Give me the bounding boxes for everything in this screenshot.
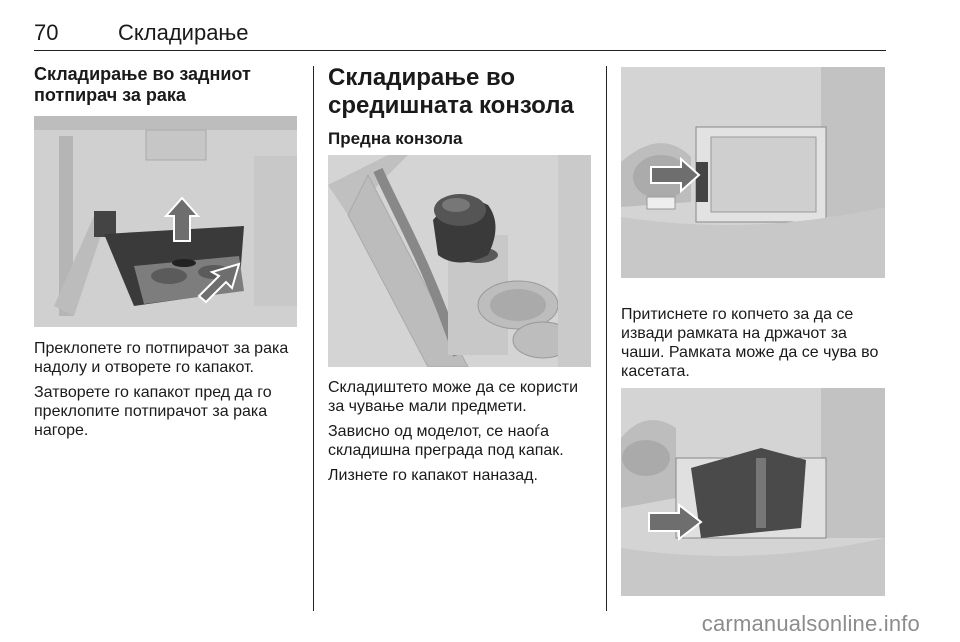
middle-heading-block (328, 64, 596, 149)
watermark: carmanualsonline.info (701, 611, 920, 636)
header-divider (34, 50, 886, 51)
middle-paragraph-1: Складиштето може да се користи за чување мали предмети. (328, 379, 579, 415)
left-heading: Складирање во задниот потпирач за рака (34, 64, 251, 105)
column-divider-1 (313, 66, 314, 611)
front-console-illustration (328, 155, 591, 367)
cassette-storage-illustration (621, 388, 885, 596)
column-divider-2 (606, 66, 607, 611)
cupholder-frame-illustration (621, 67, 885, 278)
right-text-block (621, 305, 885, 381)
middle-text-block (328, 378, 596, 485)
left-column-heading-block (34, 64, 302, 106)
left-paragraph-1: Преклопете го потпирачот за рака надолу и отворете го капакот. (34, 340, 289, 376)
middle-paragraph-2: Зависно од моделот, се наоѓа складишна преграда под капак. (328, 423, 564, 459)
right-paragraph-1: Притиснете го копчето за да се извади рамката на држачот за чаши. Рамката може да се чува во касетата. (621, 306, 879, 380)
middle-heading: Складирање во средишната конзола (328, 64, 574, 119)
section-title: Складирање (118, 20, 249, 45)
middle-subheading: Предна конзола (328, 129, 463, 148)
left-text-block (34, 339, 302, 440)
middle-paragraph-3: Лизнете го капакот наназад. (328, 467, 538, 484)
page-number: 70 (34, 20, 59, 45)
rear-armrest-illustration (34, 116, 297, 327)
left-paragraph-2: Затворете го капакот пред да го преклопите потпирачот за рака нагоре. (34, 384, 272, 439)
